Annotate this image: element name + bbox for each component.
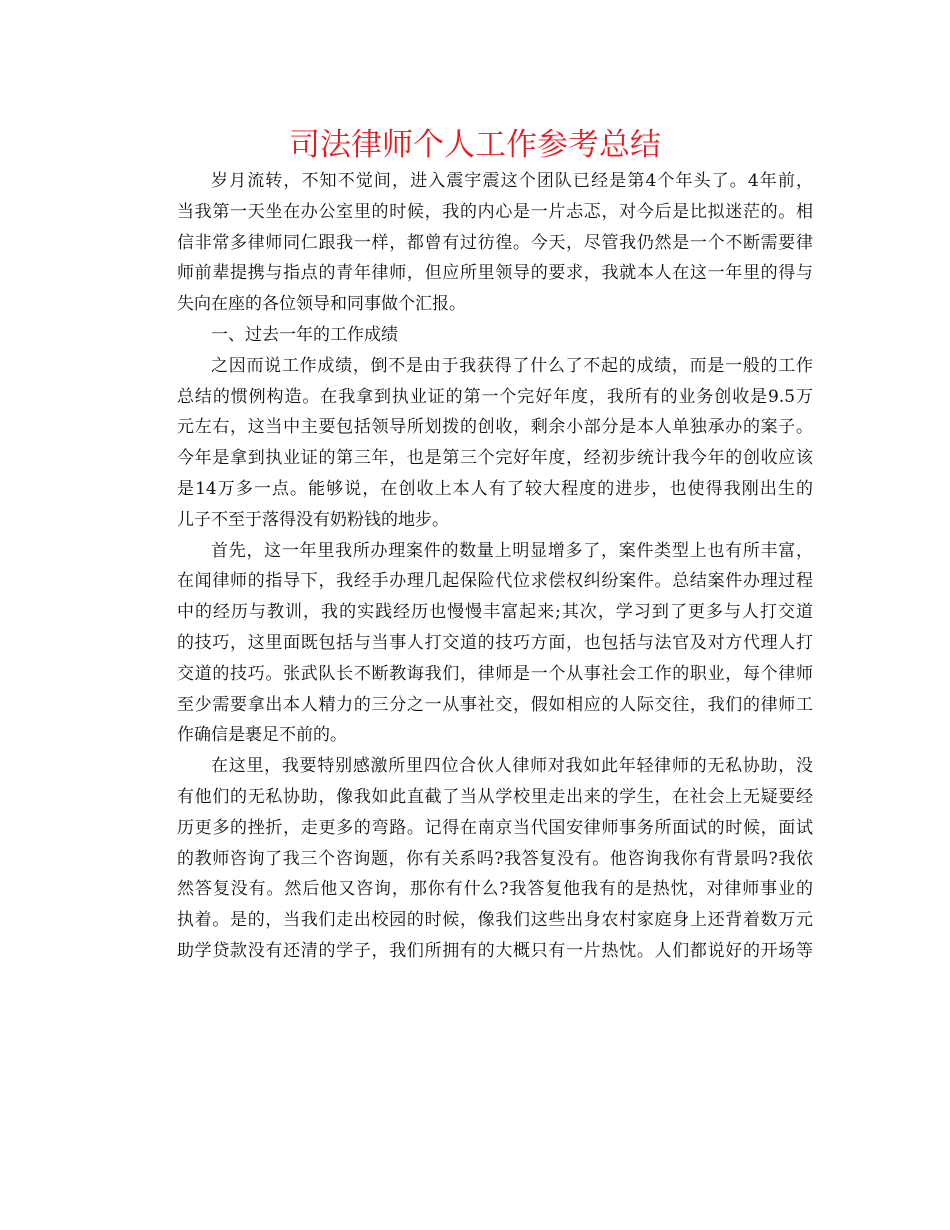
text-line: 助学贷款没有还清的学子，我们所拥有的大概只有一片热忱。人们都说好的开场等 xyxy=(177,940,813,961)
text-line: 失向在座的各位领导和同事做个汇报。 xyxy=(177,294,466,315)
text-line: 的教师咨询了我三个咨询题，你有关系吗?我答复没有。他咨询我你有背景吗?我依 xyxy=(177,848,813,869)
text-line: 岁月流转，不知不觉间，进入震宇震这个团队已经是第4个年头了。4年前， xyxy=(211,171,813,191)
text-line: 至少需要拿出本人精力的三分之一从事社交，假如相应的人际交往，我们的律师工 xyxy=(177,694,813,715)
text-line: 师前辈提携与指点的青年律师，但应所里领导的要求，我就本人在这一年里的得与 xyxy=(177,263,813,284)
text-line: 元左右，这当中主要包括领导所划拨的创收，剩余小部分是本人单独承办的案子。 xyxy=(177,417,813,438)
text-line: 执着。是的，当我们走出校园的时候，像我们这些出身农村家庭身上还背着数万元 xyxy=(177,910,813,931)
text-line: 是14万多一点。能够说，在创收上本人有了较大程度的进步，也使得我刚出生的 xyxy=(177,478,813,499)
text-line: 历更多的挫折，走更多的弯路。记得在南京当代国安律师事务所面试的时候，面试 xyxy=(177,817,813,838)
text-line: 然答复没有。然后他又咨询，那你有什么?我答复他我有的是热忱，对律师事业的 xyxy=(177,879,813,900)
paragraph-intro xyxy=(143,166,813,320)
text-line: 中的经历与教训，我的实践经历也慢慢丰富起来;其次，学习到了更多与人打交道 xyxy=(177,602,813,623)
text-line: 交道的技巧。张武队长不断教诲我们，律师是一个从事社会工作的职业，每个律师 xyxy=(177,663,813,684)
document-body xyxy=(143,166,813,967)
text-line: 在闻律师的指导下，我经手办理几起保险代位求偿权纠纷案件。总结案件办理过程 xyxy=(177,571,813,592)
text-line: 的技巧，这里面既包括与当事人打交道的技巧方面，也包括与法官及对方代理人打 xyxy=(177,632,813,653)
text-line: 今年是拿到执业证的第三年，也是第三个完好年度，经初步统计我今年的创收应该 xyxy=(177,448,813,469)
text-line: 首先，这一年里我所办理案件的数量上明显增多了，案件类型上也有所丰富， xyxy=(211,540,813,561)
paragraph-first xyxy=(143,536,813,752)
text-line: 当我第一天坐在办公室里的时候，我的内心是一片忐忑，对今后是比拟迷茫的。相 xyxy=(177,201,813,222)
paragraph-achievements xyxy=(143,351,813,536)
section-heading xyxy=(143,320,813,351)
text-line: 有他们的无私协助，像我如此直截了当从学校里走出来的学生，在社会上无疑要经 xyxy=(177,786,813,807)
text-line: 之因而说工作成绩，倒不是由于我获得了什么了不起的成绩，而是一般的工作 xyxy=(211,355,813,376)
text-line: 一、过去一年的工作成绩 xyxy=(211,324,398,345)
text-line: 在这里，我要特别感激所里四位合伙人律师对我如此年轻律师的无私协助，没 xyxy=(211,756,813,777)
text-line: 总结的惯例构造。在我拿到执业证的第一个完好年度，我所有的业务创收是9.5万 xyxy=(177,386,813,407)
paragraph-gratitude xyxy=(143,751,813,967)
text-line: 儿子不至于落得没有奶粉钱的地步。 xyxy=(177,509,449,530)
document-title: 司法律师个人工作参考总结 xyxy=(289,127,661,163)
text-line: 信非常多律师同仁跟我一样，都曾有过彷徨。今天，尽管我仍然是一个不断需要律 xyxy=(177,232,813,253)
text-line: 作确信是裹足不前的。 xyxy=(177,725,347,746)
